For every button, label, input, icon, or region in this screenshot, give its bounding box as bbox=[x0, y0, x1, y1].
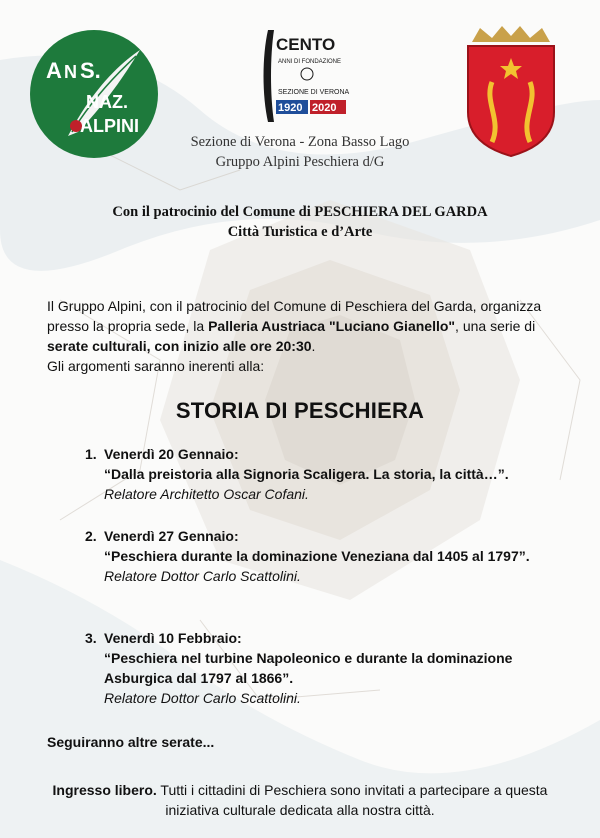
svg-text:SEZIONE DI VERONA: SEZIONE DI VERONA bbox=[278, 89, 350, 96]
sezione-line-2: Gruppo Alpini Peschiera d/G bbox=[215, 154, 385, 170]
event-date: Venerdì 10 Febbraio: bbox=[104, 630, 242, 646]
event-number: 3. bbox=[85, 630, 97, 646]
svg-text:NAZ.: NAZ. bbox=[86, 92, 128, 112]
event-speaker: Relatore Architetto Oscar Cofani. bbox=[104, 486, 309, 502]
venue-name: Palleria Austriaca "Luciano Gianello" bbox=[208, 318, 456, 334]
main-title: STORIA DI PESCHIERA bbox=[175, 398, 425, 423]
event-number: 1. bbox=[85, 446, 97, 462]
svg-text:S.: S. bbox=[80, 58, 101, 83]
svg-text:N: N bbox=[64, 62, 77, 82]
svg-text:2020: 2020 bbox=[312, 102, 337, 114]
event-number: 2. bbox=[85, 528, 97, 544]
sezione-line-1: Sezione di Verona - Zona Basso Lago bbox=[190, 134, 410, 150]
free-entry-label: Ingresso libero. bbox=[52, 782, 157, 798]
intro-text-1: Il Gruppo Alpini, con il patrocinio del Comune di Peschiera del Garda, organizza presso la propria sede, la bbox=[47, 298, 542, 334]
serate-culturali: serate culturali, con inizio alle ore 20:30 bbox=[47, 338, 312, 354]
event-date: Venerdì 27 Gennaio: bbox=[104, 528, 239, 544]
event-topic: “Peschiera nel turbine Napoleonico e durante la dominazione Asburgica dal 1797 al 1866”. bbox=[104, 650, 513, 686]
centenary-logo-icon bbox=[262, 26, 352, 124]
intro-paragraph bbox=[47, 296, 557, 376]
more-evenings-note: Seguiranno altre serate... bbox=[47, 734, 215, 750]
event-date: Venerdì 20 Gennaio: bbox=[104, 446, 239, 462]
svg-text:ALPINI: ALPINI bbox=[80, 116, 140, 136]
footer-invitation bbox=[40, 780, 560, 820]
event-topic: “Peschiera durante la dominazione Veneziana dal 1405 al 1797”. bbox=[104, 548, 530, 564]
svg-text:ANNI DI FONDAZIONE: ANNI DI FONDAZIONE bbox=[278, 59, 342, 65]
intro-text-4: Gli argomenti saranno inerenti alla: bbox=[47, 358, 265, 374]
footer-text: Tutti i cittadini di Peschiera sono invitati a partecipare a questa iniziativa culturale dedicata alla nostra città. bbox=[156, 782, 548, 818]
svg-text:A: A bbox=[46, 58, 62, 83]
event-speaker: Relatore Dottor Carlo Scattolini. bbox=[104, 568, 301, 584]
event-item-1 bbox=[80, 444, 550, 504]
event-topic: “Dalla preistoria alla Signoria Scaligera. La storia, la città…”. bbox=[104, 466, 509, 482]
event-speaker: Relatore Dottor Carlo Scattolini. bbox=[104, 690, 301, 706]
patronage-line-2: Città Turistica e d’Arte bbox=[227, 224, 373, 240]
patronage-line-1: Con il patrocinio del Comune di PESCHIERA DEL GARDA bbox=[112, 204, 488, 220]
intro-text-2: , una serie di bbox=[455, 318, 536, 334]
ana-logo-icon bbox=[28, 28, 160, 160]
svg-text:CENTO: CENTO bbox=[276, 35, 336, 54]
peschiera-coat-of-arms-icon bbox=[458, 22, 564, 160]
intro-text-3: . bbox=[311, 338, 316, 354]
svg-text:1920: 1920 bbox=[278, 102, 303, 114]
event-item-3 bbox=[80, 628, 550, 708]
event-item-2 bbox=[80, 526, 550, 586]
